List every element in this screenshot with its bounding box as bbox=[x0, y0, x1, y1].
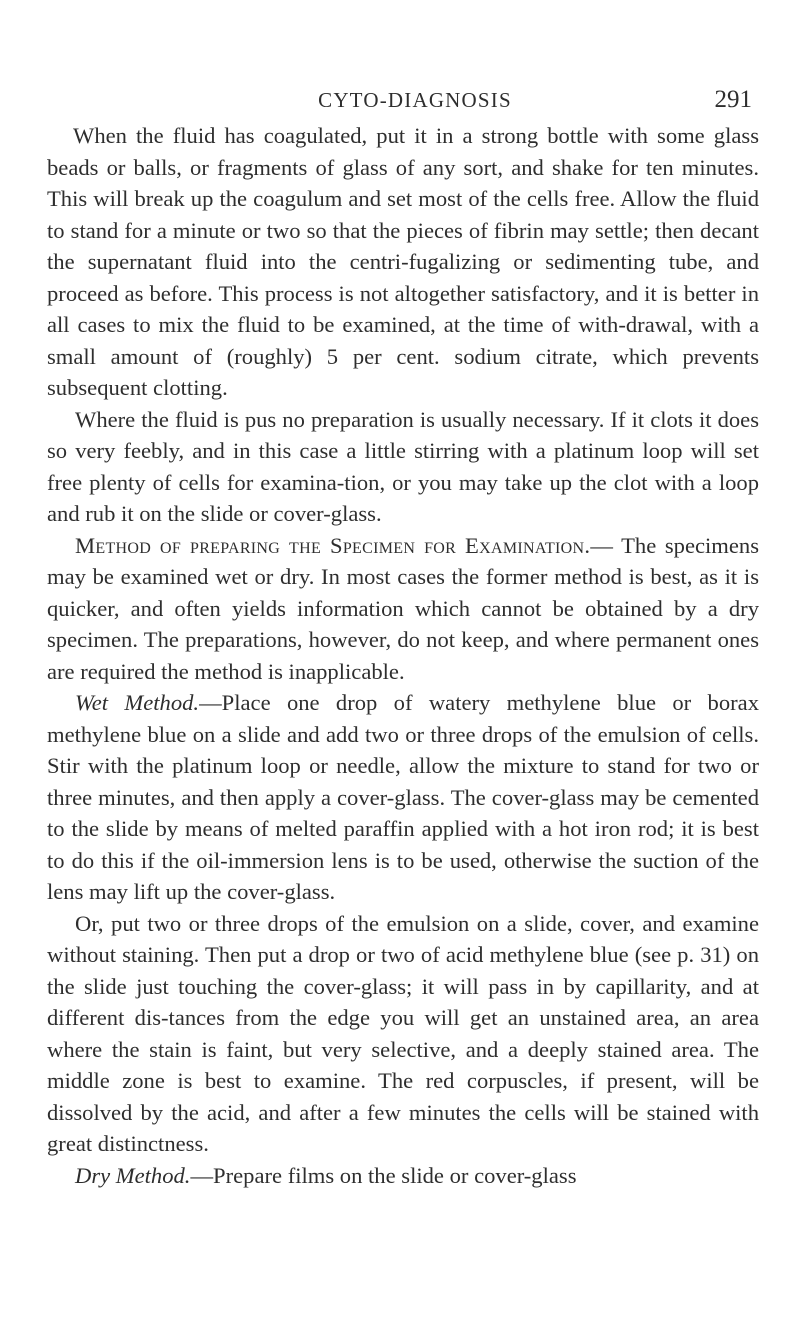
paragraph-text: — The specimens may be examined wet or dry. In most cases the former method is best, as it is quicker, and often yields information which cannot be obtained by a dry specimen. The preparations, however, do not keep, and where permanent ones are required the method is inapplicable. bbox=[47, 532, 759, 684]
run-in-heading: Wet Method. bbox=[75, 690, 200, 715]
paragraph-text: —Place one drop of watery methylene blue or borax methylene blue on a slide and add two or three drops of the emulsion of cells. Stir with the platinum loop or needle, allow the mixture to stand for two or three minutes, and then apply a cover-glass. The cover-glass may be cemented to the slide by means of melted paraffin applied with a hot iron rod; it is best to do this if the oil-immersion lens is to be used, otherwise the suction of the lens may lift up the cover-glass. bbox=[47, 690, 759, 904]
paragraph-pus-fluid bbox=[47, 404, 759, 530]
running-head bbox=[60, 86, 770, 120]
paragraph-text: —Prepare films on the slide or cover-glass bbox=[190, 1162, 577, 1188]
paragraph-wet-method bbox=[47, 687, 759, 908]
paragraph-text: When the fluid has coagulated, put it in a strong bottle with some glass beads or balls, or fragments of glass of any sort, and shake for ten minutes. This will break up the coagulum and set most of the cells free. Allow the fluid to stand for a minute or two so that the pieces of fibrin may settle; then decant the supernatant fluid into the centri-fugalizing or sedimenting tube, and proceed as before. This process is not altogether satisfactory, and it is better in all cases to mix the fluid to be examined, at the time of with-drawal, with a small amount of (roughly) 5 per cent. sodium citrate, which prevents subsequent clotting. bbox=[47, 123, 759, 400]
body-text bbox=[47, 120, 759, 1191]
page-number: 291 bbox=[714, 86, 752, 113]
paragraph-unstained-examination bbox=[47, 908, 759, 1160]
run-in-heading: Dry Method. bbox=[75, 1162, 191, 1188]
paragraph-text: Or, put two or three drops of the emulsion on a slide, cover, and examine without staining. Then put a drop or two of acid methylene blue (see p. 31) on the slide just touching the cover-glass; it will pass in by capillarity, and at different dis-tances from the edge you will get an unstained area, an area where the stain is faint, but very selective, and a deeply stained area. The middle zone is best to examine. The red corpuscles, if present, will be dissolved by the acid, and after a few minutes the cells will be stained with great distinctness. bbox=[47, 910, 759, 1156]
paragraph-coagulated-fluid bbox=[47, 120, 759, 404]
section-heading: Method of preparing the Specimen for Examination. bbox=[75, 532, 591, 558]
running-title: CYTO-DIAGNOSIS bbox=[318, 88, 512, 112]
paragraph-text: Where the fluid is pus no preparation is usually necessary. If it clots it does so very feebly, and in this case a little stirring with a platinum loop will set free plenty of cells for examina-tion, or you may take up the clot with a loop and rub it on the slide or cover-glass. bbox=[47, 406, 759, 526]
paragraph-dry-method bbox=[47, 1160, 759, 1192]
paragraph-method-of-preparing bbox=[47, 530, 759, 688]
